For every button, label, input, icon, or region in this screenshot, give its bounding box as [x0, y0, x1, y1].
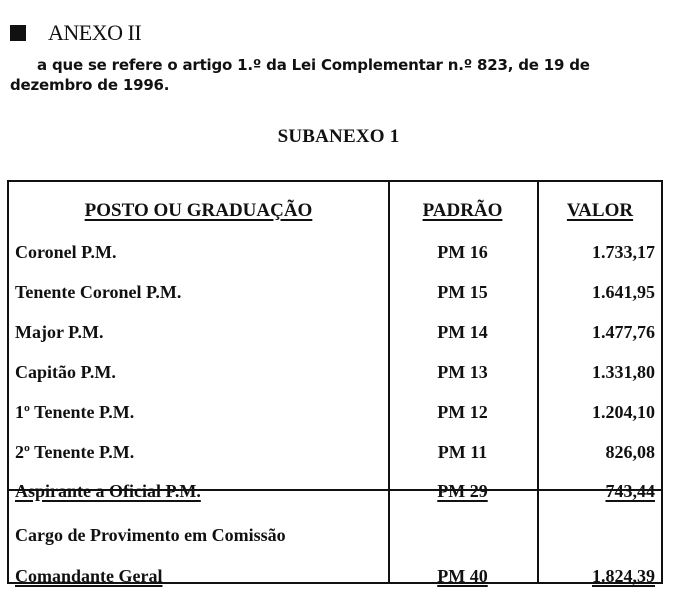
- row-padrao: PM 13: [437, 362, 488, 382]
- row-valor: 826,08: [605, 442, 655, 462]
- row-posto: 2º Tenente P.M.: [15, 442, 135, 462]
- row-valor: 1.733,17: [592, 242, 655, 262]
- row-padrao: PM 16: [437, 242, 488, 262]
- row-valor: 1.331,80: [592, 362, 655, 382]
- row-padrao: PM 12: [437, 402, 488, 422]
- column-divider-valor: [537, 182, 539, 582]
- header-valor: VALOR: [566, 200, 634, 221]
- row-padrao: PM 11: [437, 442, 488, 462]
- salary-table: [7, 180, 663, 584]
- row-posto: Coronel P.M.: [15, 242, 117, 262]
- commission-padrao: PM 40: [437, 566, 488, 586]
- row-posto: Aspirante a Oficial P.M.: [15, 481, 201, 501]
- row-padrao: PM 15: [437, 282, 488, 302]
- row-padrao: PM 29: [437, 481, 488, 501]
- bullet-square-icon: [10, 25, 26, 41]
- row-posto: Capitão P.M.: [15, 362, 116, 382]
- commission-heading: Cargo de Provimento em Comissão: [15, 525, 286, 545]
- row-valor: 1.477,76: [592, 322, 655, 342]
- annex-header: [10, 20, 141, 46]
- row-posto: Tenente Coronel P.M.: [15, 282, 182, 302]
- row-posto: 1º Tenente P.M.: [15, 402, 135, 422]
- subanexo-title: SUBANEXO 1: [277, 126, 400, 147]
- header-posto: POSTO OU GRADUAÇÃO: [84, 200, 313, 221]
- annex-subtitle: a que se refere o artigo 1.º da Lei Complementar n.º 823, de 19 de dezembro de 1996.: [10, 56, 590, 94]
- row-posto: Major P.M.: [15, 322, 104, 342]
- row-valor: 1.204,10: [592, 402, 655, 422]
- commission-valor: 1.824,39: [592, 566, 655, 586]
- header-padrao: PADRÃO: [422, 200, 503, 221]
- row-valor: 743,44: [605, 481, 655, 501]
- row-valor: 1.641,95: [592, 282, 655, 302]
- row-padrao: PM 14: [437, 322, 488, 342]
- annex-title: ANEXO II: [48, 20, 142, 45]
- commission-posto: Comandante Geral: [15, 566, 163, 586]
